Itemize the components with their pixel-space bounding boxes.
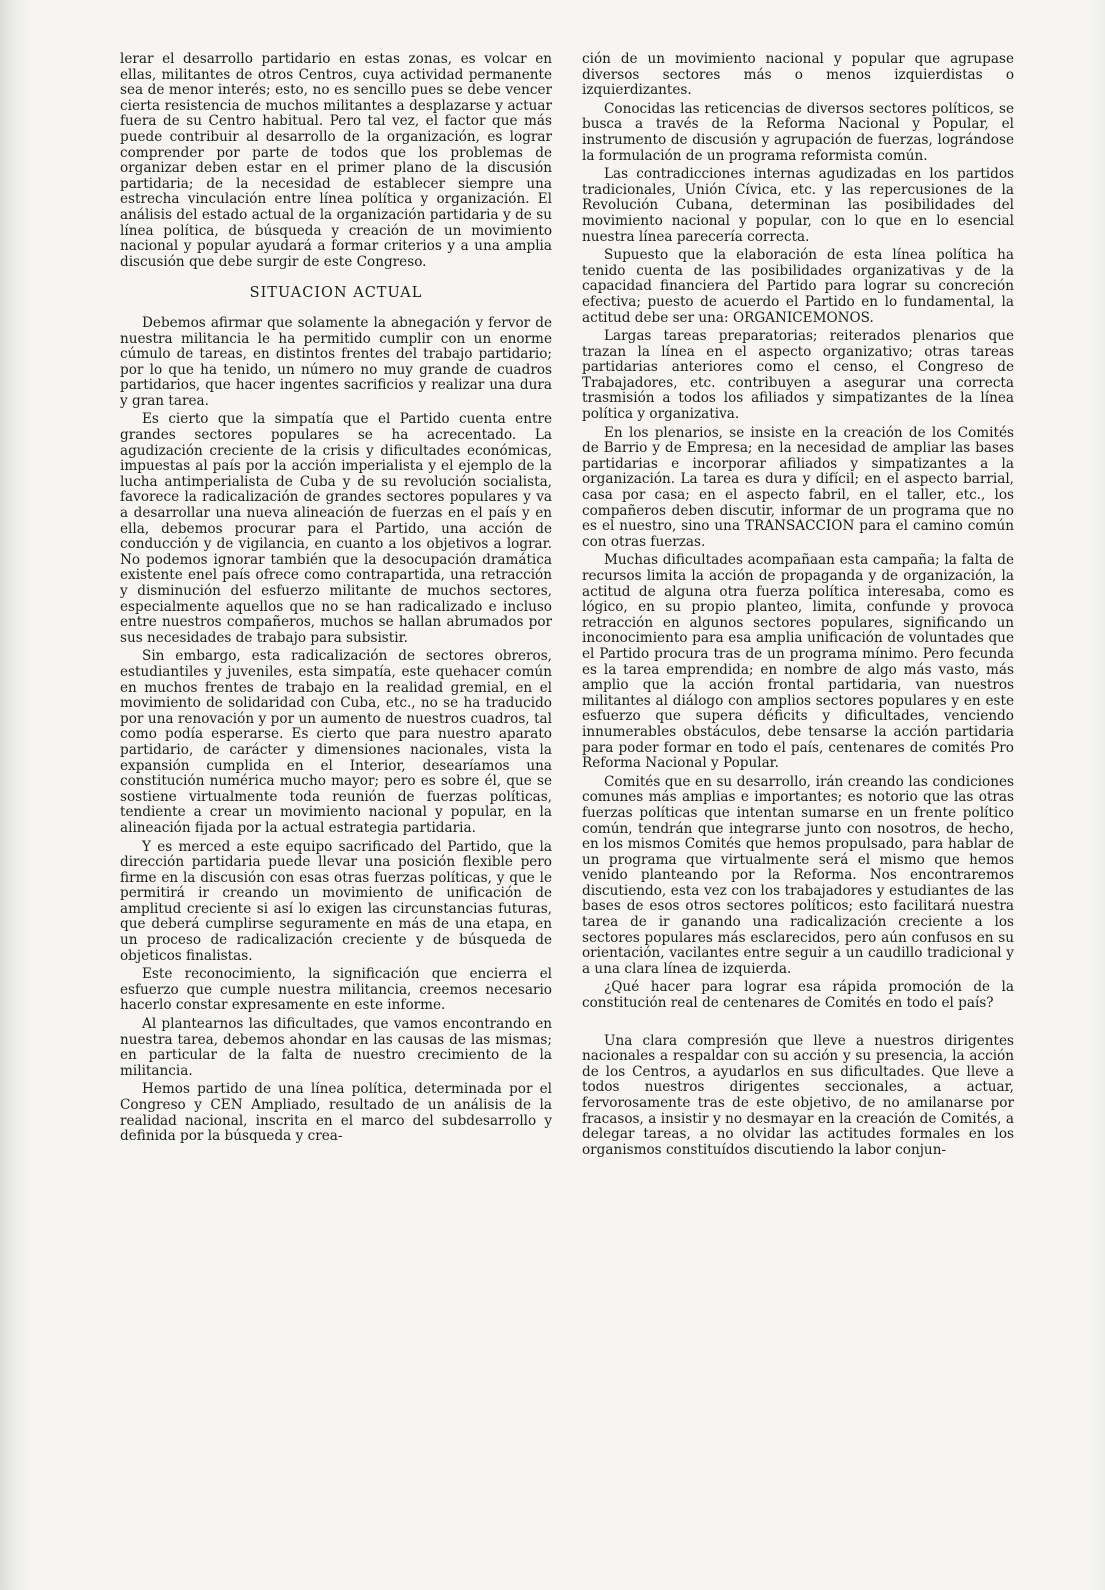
paragraph: Conocidas las reticencias de diversos sectores políticos, se busca a través de la Reforma Nacional y Popular, el instrumento de discusión y agrupación de fuerzas, lográndose la formulación de un programa reformista común. [582,100,1014,164]
paragraph: Este reconocimiento, la significación que encierra el esfuerzo que cumple nuestra militancia, creemos necesario hacerlo constar expresamente en este informe. [120,966,552,1014]
paragraph: Debemos afirmar que solamente la abnegación y fervor de nuestra militancia le ha permitido cumplir con un enorme cúmulo de tareas, en distintos frentes del trabajo partidario; por lo que ha tenido, un número no muy grande de cuadros partidarios, que hacer ingentes sacrificios y realizar una dura y gran tarea. [120,314,552,409]
paragraph: Comités que en su desarrollo, irán creando las condiciones comunes más amplias e importantes; es notorio que las otras fuerzas políticas que intentan sumarse en un frente político común, tendrán que integrarse junto con nosotros, de hecho, en los mismos Comités que hemos propulsado, para hablar de un programa que virtualmente será el mismo que hemos venido planteando por la Reforma. Nos encontraremos discutiendo, esta vez con los trabajadores y estudiantes de las bases de esos otros sectores políticos; esto facilitará nuestra tarea de ir ganando una radicalización creciente a los sectores populares más esclarecidos, pero aún confusos en su orientación, vacilantes entre seguir a un caudillo tradicional y a una clara línea de izquierda. [582,773,1014,977]
paragraph: ción de un movimiento nacional y popular que agrupase diversos sectores más o menos izquierdistas o izquierdizantes. [582,51,1014,99]
paragraph: Muchas dificultades acompañaan esta campaña; la falta de recursos limita la acción de propaganda y de organización, la actitud de alguna otra fuerza política interesaba, como es lógico, en su propio planteo, limita, confunde y provoca retracción en algunos sectores populares, significando un inconocimiento para esa amplia unificación de voluntades que el Partido procura tras de un programa mínimo. Pero fecunda es la tarea emprendida; en nombre de algo más vasto, más amplio que la acción frontal partidaria, van nuestros militantes al diálogo con amplios sectores populares y en este esfuerzo que supera déficits y dificultades, venciendo innumerables obstáculos, debe tensarse la acción partidaria para poder formar en todo el país, centenares de comités Pro Reforma Nacional y Popular. [582,552,1014,772]
paragraph: Al plantearnos las dificultades, que vamos encontrando en nuestra tarea, debemos ahondar en las causas de las mismas; en particular de la falta de nuestro crecimiento de la militancia. [120,1016,552,1079]
paragraph: ¿Qué hacer para lograr esa rápida promoción de la constitución real de centenares de Comités en todo el país? [582,979,1014,1012]
paragraph: Una clara compresión que lleve a nuestros dirigentes nacionales a respaldar con su acción y su presencia, la acción de los Centros, a ayudarlos en sus dificultades. Que lleve a todos nuestros dirigentes seccionales, a actuar, fervorosamente tras de este objetivo, de no amilanarse por fracasos, a insistir y no desmayar en la creación de Comités, a delegar tareas, a no olvidar las actitudes formales en los organismos constituídos discutiendo la labor conjun- [582,1032,1014,1158]
right-column [582,52,1014,1158]
paragraph: Es cierto que la simpatía que el Partido cuenta entre grandes sectores populares se ha acrecentado. La agudización creciente de la crisis y dificultades económicas, impuestas al país por la acción imperialista y el ejemplo de la lucha antimperialista de Cuba y de su revolución socialista, favorece la radicalización de grandes sectores populares y va a desarrollar una nueva alineación de fuerzas en el país y en ella, debemos procurar para el Partido, una acción de conducción y de vigilancia, en cuanto a los objetivos a lograr. No podemos ignorar también que la desocupación dramática existente enel país ofrece como contrapartida, una retracción y disminución del esfuerzo militante de muchos sectores, especialmente aquellos que no se han radicalizado e incluso entre nuestros compañeros, muchos se hallan abrumados por sus necesidades de trabajo para subsistir. [120,411,552,646]
paragraph: Largas tareas preparatorias; reiterados plenarios que trazan la línea en el aspecto organizativo; otras tareas partidarias anteriores como el censo, el Congreso de Trabajadores, etc. contribuyen a asegurar una correcta trasmisión a todos los afiliados y simpatizantes de la línea política y organizativa. [582,328,1014,423]
paragraph: Hemos partido de una línea política, determinada por el Congreso y CEN Ampliado, resultado de un análisis de la realidad nacional, inscrita en el marco del subdesarrollo y definida por la búsqueda y crea- [120,1081,552,1145]
paragraph: Las contradicciones internas agudizadas en los partidos tradicionales, Unión Cívica, etc. y las repercusiones de la Revolución Cubana, determinan las posibilidades del movimiento nacional y popular, con lo que en lo esencial nuestra línea parecería correcta. [582,166,1014,245]
section-heading: SITUACION ACTUAL [249,285,423,302]
paragraph: Supuesto que la elaboración de esta línea política ha tenido cuenta de las posibilidades organizativas y de la capacidad financiera del Partido para lograr su concreción efectiva; puesto de acuerdo el Partido en lo fundamental, la actitud debe ser una: ORGANICEMONOS. [582,247,1014,326]
left-column [120,52,552,1145]
paragraph: lerar el desarrollo partidario en estas zonas, es volcar en ellas, militantes de otros Centros, cuya actividad permanente sea de menor interés; esto, no es sencillo pues se debe vencer cierta resistencia de muchos militantes a desplazarse y actuar fuera de su Centro habitual. Pero tal vez, el factor que más puede contribuir al desarrollo de la organización, es lograr comprender por parte de todos que los problemas de organizar deben estar en el primer plano de la discusión partidaria; de la necesidad de establecer siempre una estrecha vinculación entre línea política y organización. El análisis del estado actual de la organización partidaria y de su línea política, de búsqueda y creación de un movimiento nacional y popular ayudará a formar criterios y a una amplia discusión que debe surgir de este Congreso. [120,51,552,270]
paragraph: En los plenarios, se insiste en la creación de los Comités de Barrio y de Empresa; en la necesidad de ampliar las bases partidarias e incorporar afiliados y simpatizantes a la organización. La tarea es dura y difícil; en el aspecto barrial, casa por casa; en el aspecto fabril, en el taller, etc., los compañeros deben discutir, informar de un programa que no es el nuestro, sino una TRANSACCION para el camino común con otras fuerzas. [582,424,1014,550]
paragraph: Y es merced a este equipo sacrificado del Partido, que la dirección partidaria puede llevar una posición flexible pero firme en la discusión con esas otras fuerzas políticas, y que le permitirá ir creando un movimiento de unificación de amplitud creciente si así lo exigen las circunstancias futuras, que deberá cumplirse seguramente en más de una etapa, en un proceso de radicalización creciente y de búsqueda de objeticos finalistas. [120,838,552,964]
paragraph: Sin embargo, esta radicalización de sectores obreros, estudiantiles y juveniles, esta simpatía, este quehacer común en muchos frentes de trabajo en la realidad gremial, en el movimiento de solidaridad con Cuba, etc., no se ha traducido por una renovación y por un aumento de nuestros cuadros, tal como podía esperarse. Es cierto que para nuestro aparato partidario, de carácter y dimensiones nacionales, vista la expansión cumplida en el Interior, desearíamos una constitución numérica mucho mayor; pero es sobre él, que se sostiene virtualmente toda reunión de fuerzas políticas, tendiente a crear un movimiento nacional y popular, en la alineación fijada por la actual estrategia partidaria. [120,648,552,836]
